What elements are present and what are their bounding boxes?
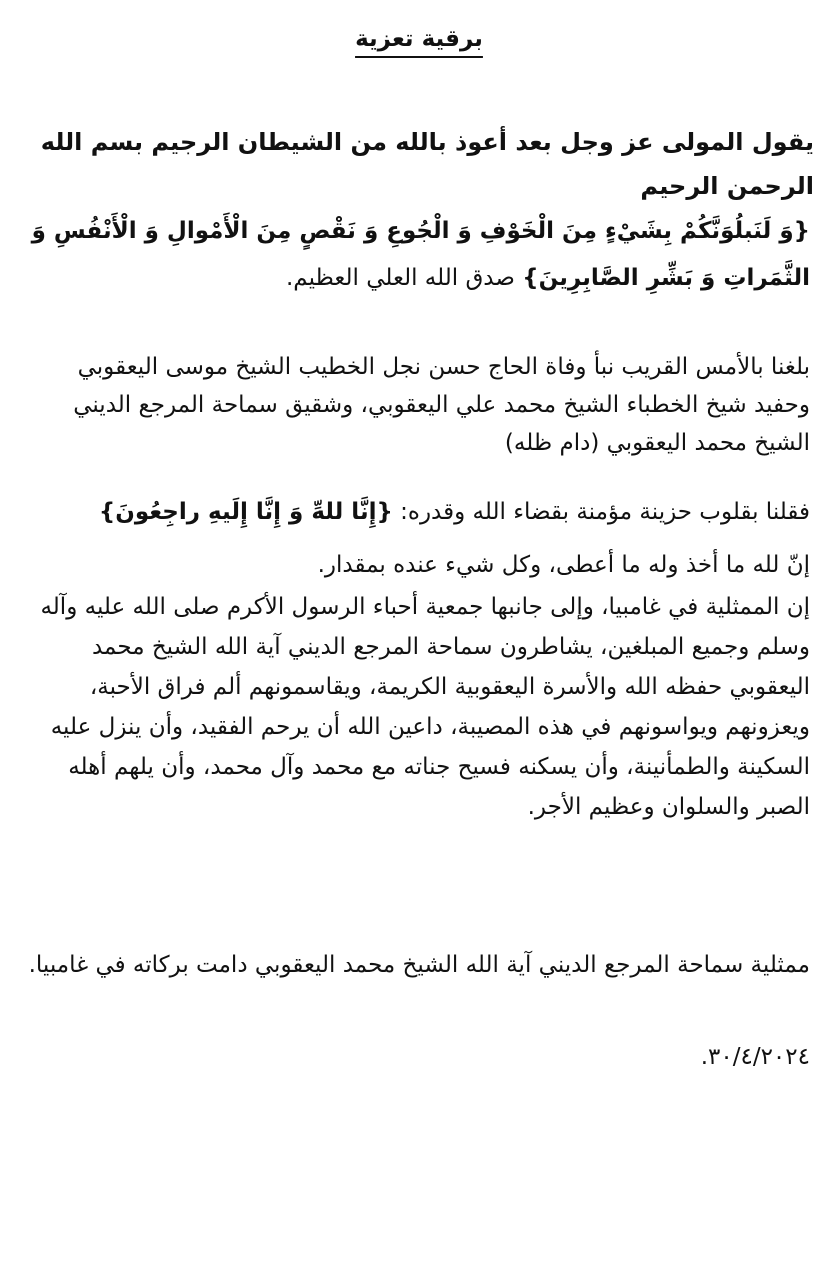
- condolence-quote-paragraph: [20, 493, 810, 531]
- condolence-body-paragraph: إن الممثلية في غامبيا، وإلى جانبها جمعية أحباء الرسول الأكرم صلى الله عليه وآله وسلم وجميع المبلغين، يشاطرون سماحة المرجع الديني آية الله الشيخ محمد اليعقوبي حفظه الله والأسرة اليعقوبية الكريمة، ويقاسمونهم ألم فراق الأحبة، ويعزونهم ويواسونهم في هذه المصيبة، داعين الله أن يرحم الفقيد، وأن ينزل عليه السكينة والطمأنينة، وأن يسكنه فسيح جناته مع محمد وآل محمد، وأن يلهم أهله الصبر والسلوان وعظيم الأجر.: [40, 594, 810, 820]
- signature-paragraph: ممثلية سماحة المرجع الديني آية الله الشيخ محمد اليعقوبي دامت بركاته في غامبيا.: [28, 952, 810, 978]
- death-announcement-paragraph: بلغنا بالأمس القريب نبأ وفاة الحاج حسن نجل الخطيب الشيخ موسى اليعقوبي وحفيد شيخ الخطباء الشيخ محمد علي اليعقوبي، وشقيق سماحة المرجع الديني الشيخ محمد اليعقوبي (دام ظله): [73, 354, 810, 456]
- document-title: برقية تعزية: [355, 26, 483, 52]
- quran-verse: {وَ لَنَبلُوَنَّكُمْ بِشَيْءٍ مِنَ الْخَوْفِ وَ الْجُوعِ وَ نَقْصٍ مِنَ الْأَمْوالِ وَ الْأَنْفُسِ وَ الثَّمَراتِ وَ بَشِّرِ الصَّابِرِينَ}: [31, 218, 810, 291]
- quran-quote: {إِنَّا للهِّ وَ إِنَّا إِلَيهِ راجِعُونَ}: [98, 499, 393, 525]
- condolence-intro: فقلنا بقلوب حزينة مؤمنة بقضاء الله وقدره:: [392, 499, 810, 525]
- divine-decree-paragraph: إنّ لله ما أخذ وله ما أعطى، وكل شيء عنده بمقدار.: [317, 552, 810, 578]
- document-date: ٣٠/٤/٢٠٢٤.: [700, 1044, 810, 1070]
- verse-paragraph: [20, 208, 810, 302]
- opening-line: يقول المولى عز وجل بعد أعوذ بالله من الشيطان الرجيم بسم الله الرحمن الرحيم: [40, 128, 814, 200]
- verse-suffix: صدق الله العلي العظيم.: [285, 265, 523, 291]
